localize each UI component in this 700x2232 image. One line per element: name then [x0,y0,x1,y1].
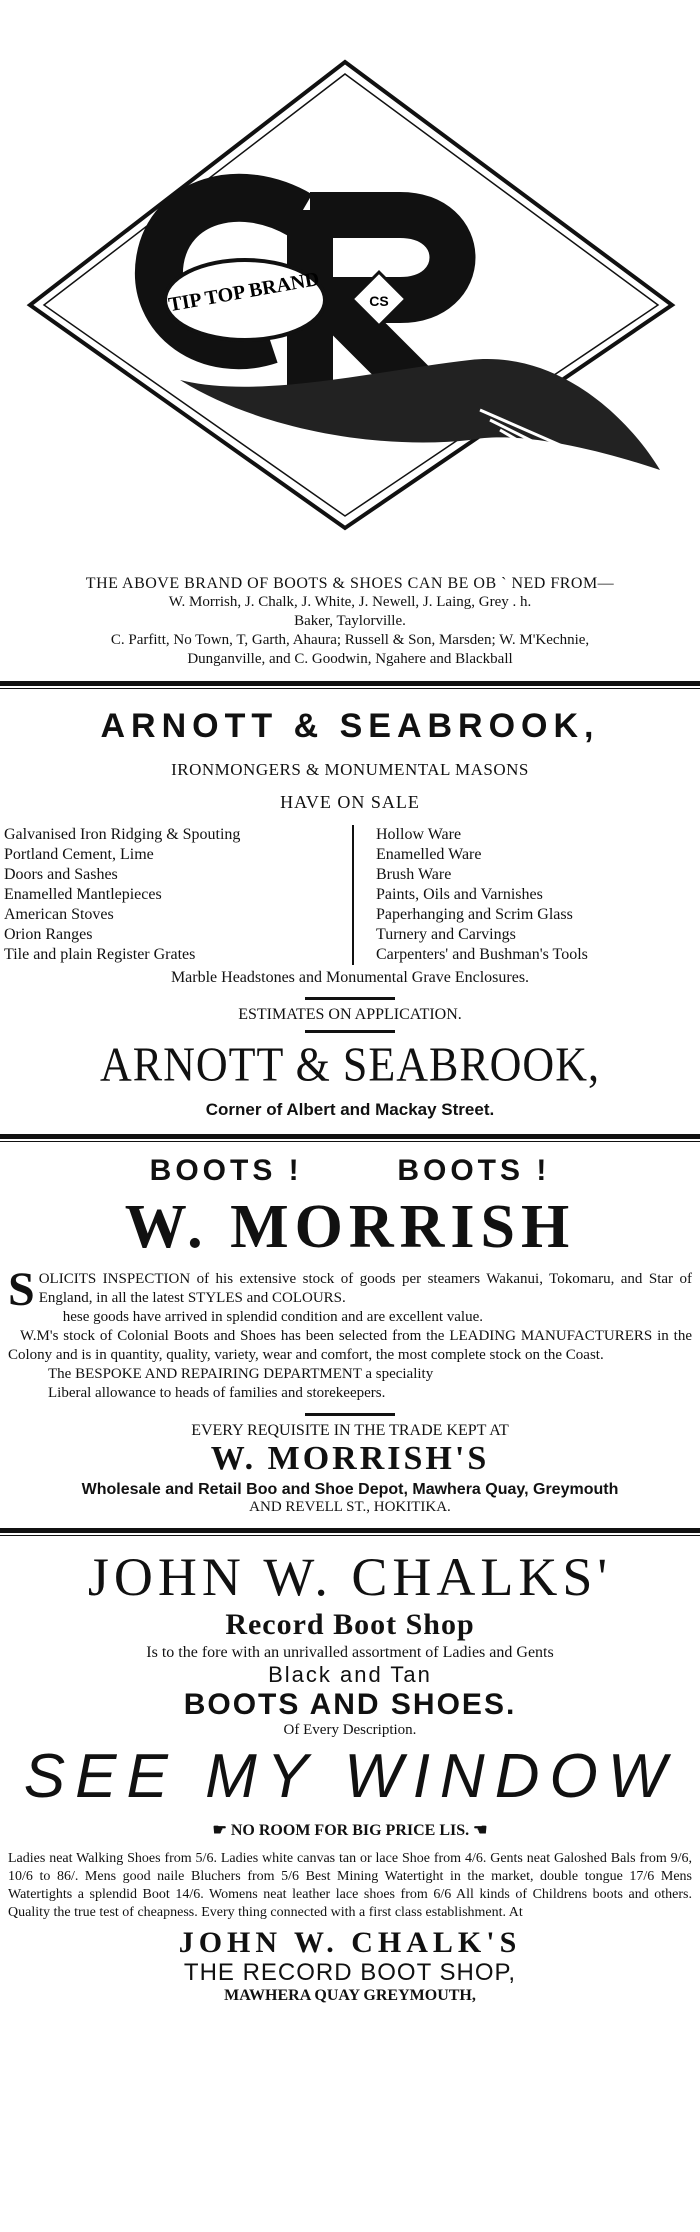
chalk-fore: Is to the fore with an unrivalled assortment of Ladies and Gents [146,1644,554,1662]
sale-item: Turnery and Carvings [376,926,516,943]
morrish-p1: OLICITS INSPECTION of his extensive stock of goods per steamers Wakanui, Tokomaru, and Star of England, in all the latest STYLES and COLOURS. [38,1271,692,1306]
no-room-text: NO ROOM FOR BIG PRICE LIS. [230,1821,470,1839]
chalk-advert [0,1547,700,2004]
chalk-title: JOHN W. CHALKS' [87,1547,613,1608]
sale-item: Tile and plain Register Grates [4,946,196,963]
sale-item: Portland Cement, Lime [4,846,154,863]
record-boot-shop-2: THE RECORD BOOT SHOP, [183,1958,517,1986]
brand-notice-line4: C. Parfitt, No Town, T, Garth, Ahaura; Russell & Son, Marsden; W. M'Kechnie, [110,632,590,648]
short-rule [305,1030,395,1033]
estimates: ESTIMATES ON APPLICATION. [238,1006,462,1023]
sale-item: Enamelled Ware [376,846,482,863]
boots-and-shoes: BOOTS AND SHOES. [183,1688,517,1722]
arnott-title: ARNOTT & SEABROOK, [100,707,600,745]
brand-logo [0,0,700,560]
short-rule [305,997,395,1000]
every-requisite: EVERY REQUISITE IN THE TRADE KEPT AT [191,1422,509,1439]
band-text: TIP TOP BRAND [166,268,322,317]
sale-item: Brush Ware [376,866,452,883]
black-and-tan: Black and Tan [268,1662,432,1688]
sale-item: Paints, Oils and Varnishes [376,886,543,903]
morrish-advert [0,1154,700,1516]
drop-cap: S [8,1263,35,1316]
sale-item: Enamelled Mantlepieces [4,886,162,903]
sale-items-right [364,825,696,965]
boots-left: BOOTS ! [149,1154,303,1187]
morrish-name-2: W. MORRISH'S [210,1440,490,1477]
brand-notice [0,574,700,669]
brand-notice-line1: THE ABOVE BRAND OF BOOTS & SHOES CAN BE OB ` NED FROM— [85,575,615,592]
no-room-line [0,1820,700,1840]
arnott-address: Corner of Albert and Mackay Street. [205,1100,495,1119]
arnott-title-2: ARNOTT & SEABROOK, [99,1037,600,1092]
morrish-name: W. MORRISH [124,1193,576,1261]
chalk-body: Ladies neat Walking Shoes from 5/6. Ladies white canvas tan or lace Shoe from 4/6. Gents neat Galoshed Bals from 9/6, 10/6 to 86/. Mens good naile Bluchers from 5/6 Best Mining Watertight in the market, double tongue 17/6 Mens Watertights a splendid Boot 14/6. Womens neat leather lace shoes from 6/6 All kinds of Childrens boots and others. Quality the true test of cheapness. Every thing connected with a first class establishment. At [8,1850,692,1920]
pointing-hand-icon: ☛ [212,1821,227,1839]
sale-item: American Stoves [4,906,114,923]
every-description: Of Every Description. [283,1722,417,1739]
morrish-p4: The BESPOKE AND REPAIRING DEPARTMENT a speciality [48,1366,434,1382]
divider [0,1528,700,1536]
brand-notice-line5: Dunganville, and C. Goodwin, Ngahere and Blackball [187,651,513,667]
morrish-revell: AND REVELL ST., HOKITIKA. [249,1499,451,1516]
brand-notice-line3: Baker, Taylorville. [294,613,406,629]
mawhera-quay: MAWHERA QUAY GREYMOUTH, [224,1986,476,2004]
arnott-subtitle: IRONMONGERS & MONUMENTAL MASONS [171,760,529,779]
badge-text: CS [369,293,389,309]
sale-items [0,825,700,965]
record-boot-shop: Record Boot Shop [225,1608,475,1642]
morrish-p5: Liberal allowance to heads of families and storekeepers. [48,1385,386,1401]
sale-item: Orion Ranges [4,926,93,943]
morrish-body [0,1263,700,1403]
morrish-p2: hese goods have arrived in splendid condition and are excellent value. [62,1309,483,1325]
short-rule [305,1413,395,1416]
have-on-sale: HAVE ON SALE [280,792,420,812]
chalk-name-2: JOHN W. CHALK'S [178,1925,522,1959]
pointing-hand-icon: ☚ [473,1821,488,1839]
sale-items-left [4,825,354,965]
sale-item: Doors and Sashes [4,866,118,883]
sale-item: Carpenters' and Bushman's Tools [376,946,588,963]
sale-item: Paperhanging and Scrim Glass [376,906,573,923]
morrish-depot: Wholesale and Retail Boo and Shoe Depot, Mawhera Quay, Greymouth [81,1481,619,1499]
divider [0,681,700,689]
cr-diamond-logo [0,0,700,560]
arnott-advert [0,707,700,1120]
boots-right: BOOTS ! [397,1154,551,1187]
brand-notice-line2: W. Morrish, J. Chalk, J. White, J. Newell, J. Laing, Grey . h. [168,594,532,610]
marble-line: Marble Headstones and Monumental Grave Enclosures. [170,969,530,986]
divider [0,1134,700,1142]
sale-item: Hollow Ware [376,826,462,843]
boots-heading [0,1154,700,1188]
sale-item: Galvanised Iron Ridging & Spouting [4,826,241,843]
see-my-window: SEE MY WINDOW [23,1742,677,1812]
morrish-p3: W.M's stock of Colonial Boots and Shoes has been selected from the LEADING MANUFACTURERS in the Colony and is in quantity, quality, variety, wear and comfort, the most complete stock on the Coast. [8,1328,692,1363]
